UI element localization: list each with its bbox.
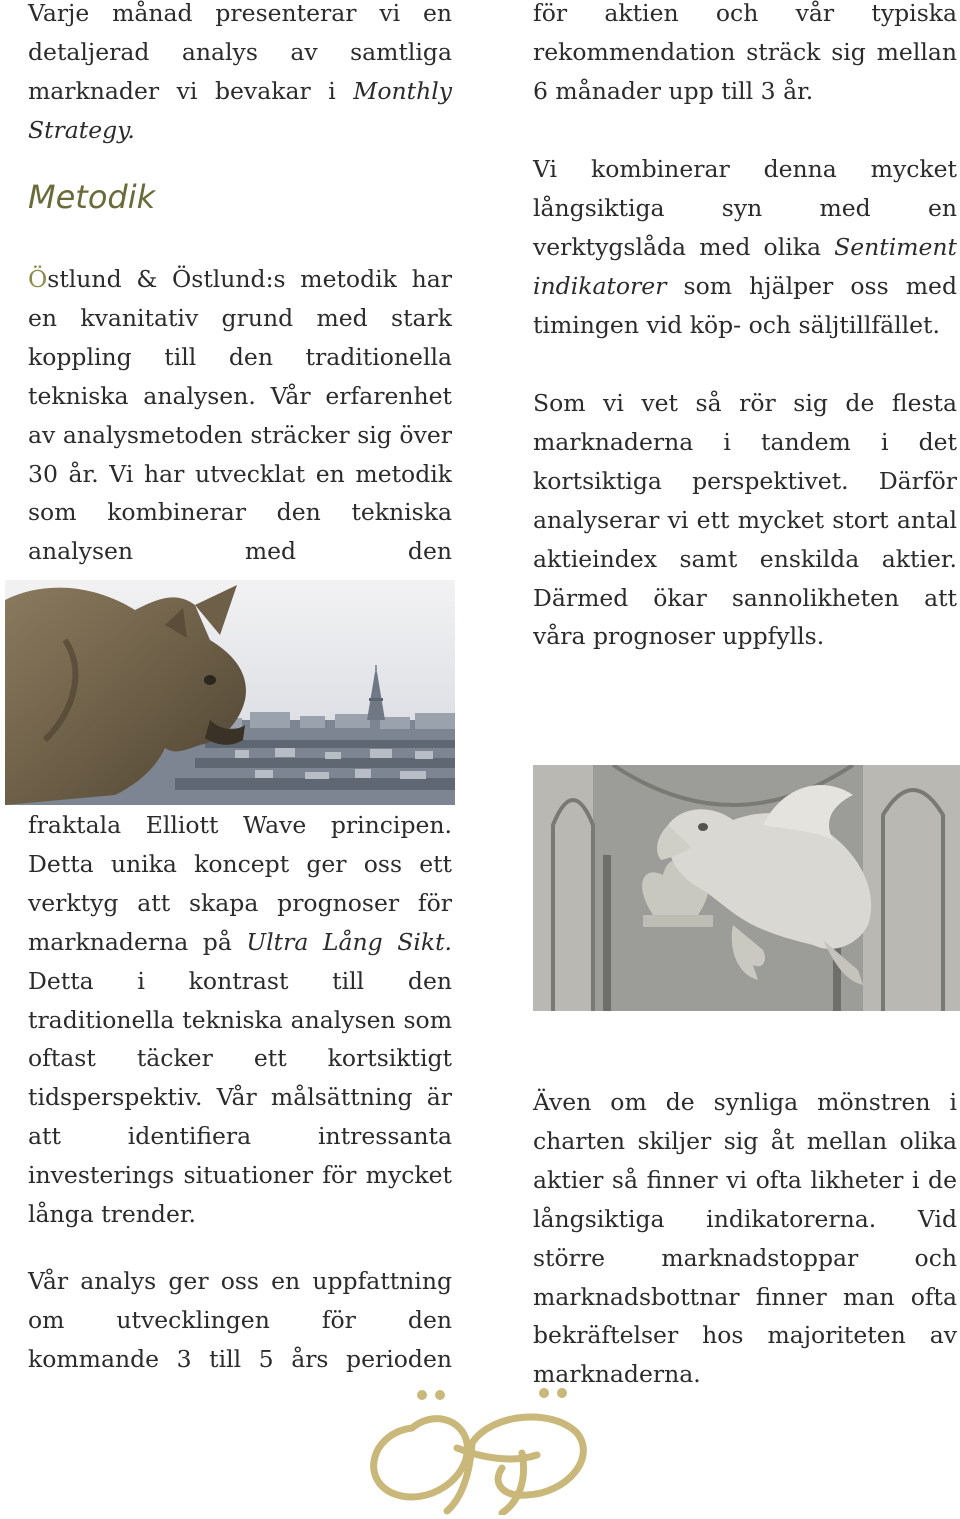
patterns-text: Även om de synliga mönstren i charten skiljer sig åt mellan olika aktier så finner vi ofta likheter i de långsiktiga indikatorerna. Vid större marknadstoppar och marknadsbottnar finner man ofta bekräftelser hos majoriteten av marknaderna. [533,1088,957,1389]
analysis-text: Vår analys ger oss en uppfattning om utvecklingen för den kommande 3 till 5 års perioden [28,1267,452,1373]
analysis-paragraph [28,1262,452,1379]
gargoyle-paris-photo [5,580,455,805]
gargoyle-dragon-photo [533,765,960,1011]
tandem-text: Som vi vet så rör sig de flesta marknaderna i tandem i det kortsiktiga perspektivet. Därför analyserar vi ett mycket stort antal aktieindex samt enskilda aktier. Därmed ökar sannolikheten att våra prognoser uppfylls. [533,389,957,651]
recommendation-text: för aktien och vår typiska rekommendation sträck sig mellan 6 månader upp till 3 år. [533,0,957,105]
section-heading-metodik: Metodik [28,178,156,216]
method-cont-text-after: Detta i kontrast till den traditionella tekniska analysen som oftast täcker ett kortsiktigt tidsperspektiv. Vår målsättning är att identifiera intressanta investerings situationer för mycket långa trender. [28,966,452,1229]
method-text: stlund & Östlund:s metodik har en kvanitativ grund med stark koppling till den traditionella tekniska analysen. Vår erfarenhet av analysmetoden sträcker sig över 30 år. Vi har utvecklat en metodik som kombinerar den tekniska analysen med den [28,265,452,566]
sentiment-text-after: som hjälper oss med timingen vid köp- och säljtillfället. [533,271,957,339]
tandem-paragraph [533,384,957,656]
method-cont-emphasis: Ultra Lång Sikt. [246,927,452,956]
sentiment-emphasis: Sentiment indikatorer [533,232,957,300]
method-cont-text-before: fraktala Elliott Wave principen. Detta unika koncept ger oss ett verktyg att skapa prognoser för marknaderna på [28,811,452,956]
method-paragraph [28,260,452,571]
sentiment-text-before: Vi kombinerar denna mycket långsiktiga syn med en verktygslåda med olika [533,155,957,261]
recommendation-paragraph [533,0,957,111]
oe-monogram-logo [352,1383,592,1515]
intro-emphasis: Monthly Strategy. [28,76,452,144]
intro-paragraph [28,0,452,150]
method-first-letter: Ö [28,265,48,293]
sentiment-paragraph [533,150,957,345]
method-continued-paragraph [28,806,452,1234]
patterns-paragraph [533,1083,957,1394]
intro-text: Varje månad presenterar vi en detaljerad analys av samtliga marknader vi bevakar i [28,0,452,105]
